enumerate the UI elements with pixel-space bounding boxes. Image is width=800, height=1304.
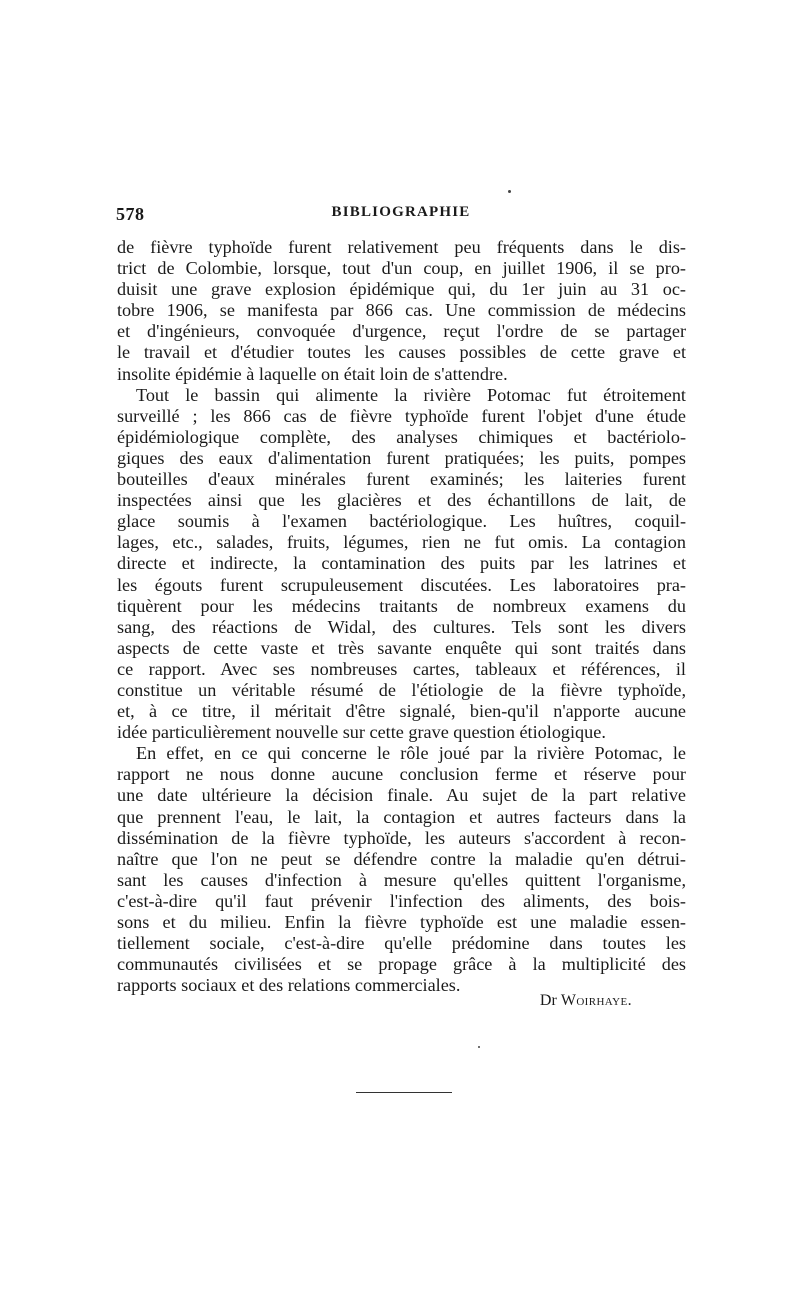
text-line: de fièvre typhoïde furent relativement peu fréquents dans le dis- <box>117 237 686 257</box>
text-line: le travail et d'étudier toutes les causes possibles de cette grave et <box>117 342 686 363</box>
page-header <box>116 204 686 228</box>
text-line: idée particulièrement nouvelle sur cette grave question étiologique. <box>117 722 606 743</box>
text-line: duisit une grave explosion épidémique qui, du 1er juin au 31 oc- <box>117 279 686 300</box>
closing-rule <box>356 1092 452 1093</box>
text-line: rapports sociaux et des relations commerciales. <box>117 975 461 996</box>
text-line: lages, etc., salades, fruits, légumes, rien ne fut omis. La contagion <box>117 532 686 553</box>
text-line: et d'ingénieurs, convoquée d'urgence, reçut l'ordre de se partager <box>117 321 686 342</box>
text-line: naître que l'on ne peut se défendre contre la maladie qu'en détrui- <box>117 848 686 869</box>
text-line: tiellement sociale, c'est-à-dire qu'elle prédomine dans toutes les <box>117 933 686 954</box>
page-number: 578 <box>116 204 145 224</box>
text-line: aspects de cette vaste et très savante enquête qui sont traités dans <box>117 637 686 658</box>
text-line: sang, des réactions de Widal, des cultures. Tels sont les divers <box>117 616 686 637</box>
text-line: communautés civilisées et se propage grâce à la multiplicité des <box>117 954 686 975</box>
text-line: c'est-à-dire qu'il faut prévenir l'infection des aliments, des bois- <box>117 890 686 911</box>
text-line: rapport ne nous donne aucune conclusion ferme et réserve pour <box>117 764 686 785</box>
text-line: ce rapport. Avec ses nombreuses cartes, tableaux et références, il <box>117 658 686 679</box>
print-speck <box>508 190 511 193</box>
text-line: constitue un véritable résumé de l'étiologie de la fièvre typhoïde, <box>117 679 686 700</box>
text-line: Tout le bassin qui alimente la rivière Potomac fut étroitement <box>136 384 686 405</box>
text-line: les égouts furent scrupuleusement discutées. Les laboratoires pra- <box>117 574 686 595</box>
article-body <box>117 237 686 996</box>
author-title: Dr <box>539 992 557 1009</box>
text-line: épidémiologique complète, des analyses chimiques et bactériolo- <box>117 426 686 447</box>
text-line: tiquèrent pour les médecins traitants de nombreux examens du <box>117 595 686 616</box>
text-line: dissémination de la fièvre typhoïde, les auteurs s'accordent à recon- <box>117 827 686 848</box>
text-line: glace soumis à l'examen bactériologique. Les huîtres, coquil- <box>117 511 686 532</box>
text-line: insolite épidémie à laquelle on était loin de s'attendre. <box>117 363 508 384</box>
running-title: BIBLIOGRAPHIE <box>331 204 471 220</box>
text-line: inspectées ainsi que les glacières et des échantillons de lait, de <box>117 490 686 511</box>
text-line: trict de Colombie, lorsque, tout d'un coup, en juillet 1906, il se pro- <box>117 258 686 279</box>
text-line: En effet, en ce qui concerne le rôle joué par la rivière Potomac, le <box>136 743 686 764</box>
author-name: Woirhaye. <box>560 992 632 1009</box>
text-line: giques des eaux d'alimentation furent pratiquées; les puits, pompes <box>117 447 686 468</box>
text-line: surveillé ; les 866 cas de fièvre typhoïde furent l'objet d'une étude <box>117 405 686 426</box>
text-line: une date ultérieure la décision finale. Au sujet de la part relative <box>117 785 686 806</box>
text-line: sons et du milieu. Enfin la fièvre typhoïde est une maladie essen- <box>117 912 686 932</box>
text-line: bouteilles d'eaux minérales furent examinés; les laiteries furent <box>117 469 686 490</box>
author-signature <box>540 992 632 1010</box>
print-speck <box>478 1046 480 1048</box>
text-line: sant les causes d'infection à mesure qu'elles quittent l'organisme, <box>117 869 686 890</box>
text-line: directe et indirecte, la contamination des puits par les latrines et <box>117 553 686 574</box>
text-line: que prennent l'eau, le lait, la contagion et autres facteurs dans la <box>117 806 686 827</box>
text-line: et, à ce titre, il méritait d'être signalé, bien-qu'il n'apporte aucune <box>117 701 686 722</box>
text-line: tobre 1906, se manifesta par 866 cas. Une commission de médecins <box>117 300 686 321</box>
